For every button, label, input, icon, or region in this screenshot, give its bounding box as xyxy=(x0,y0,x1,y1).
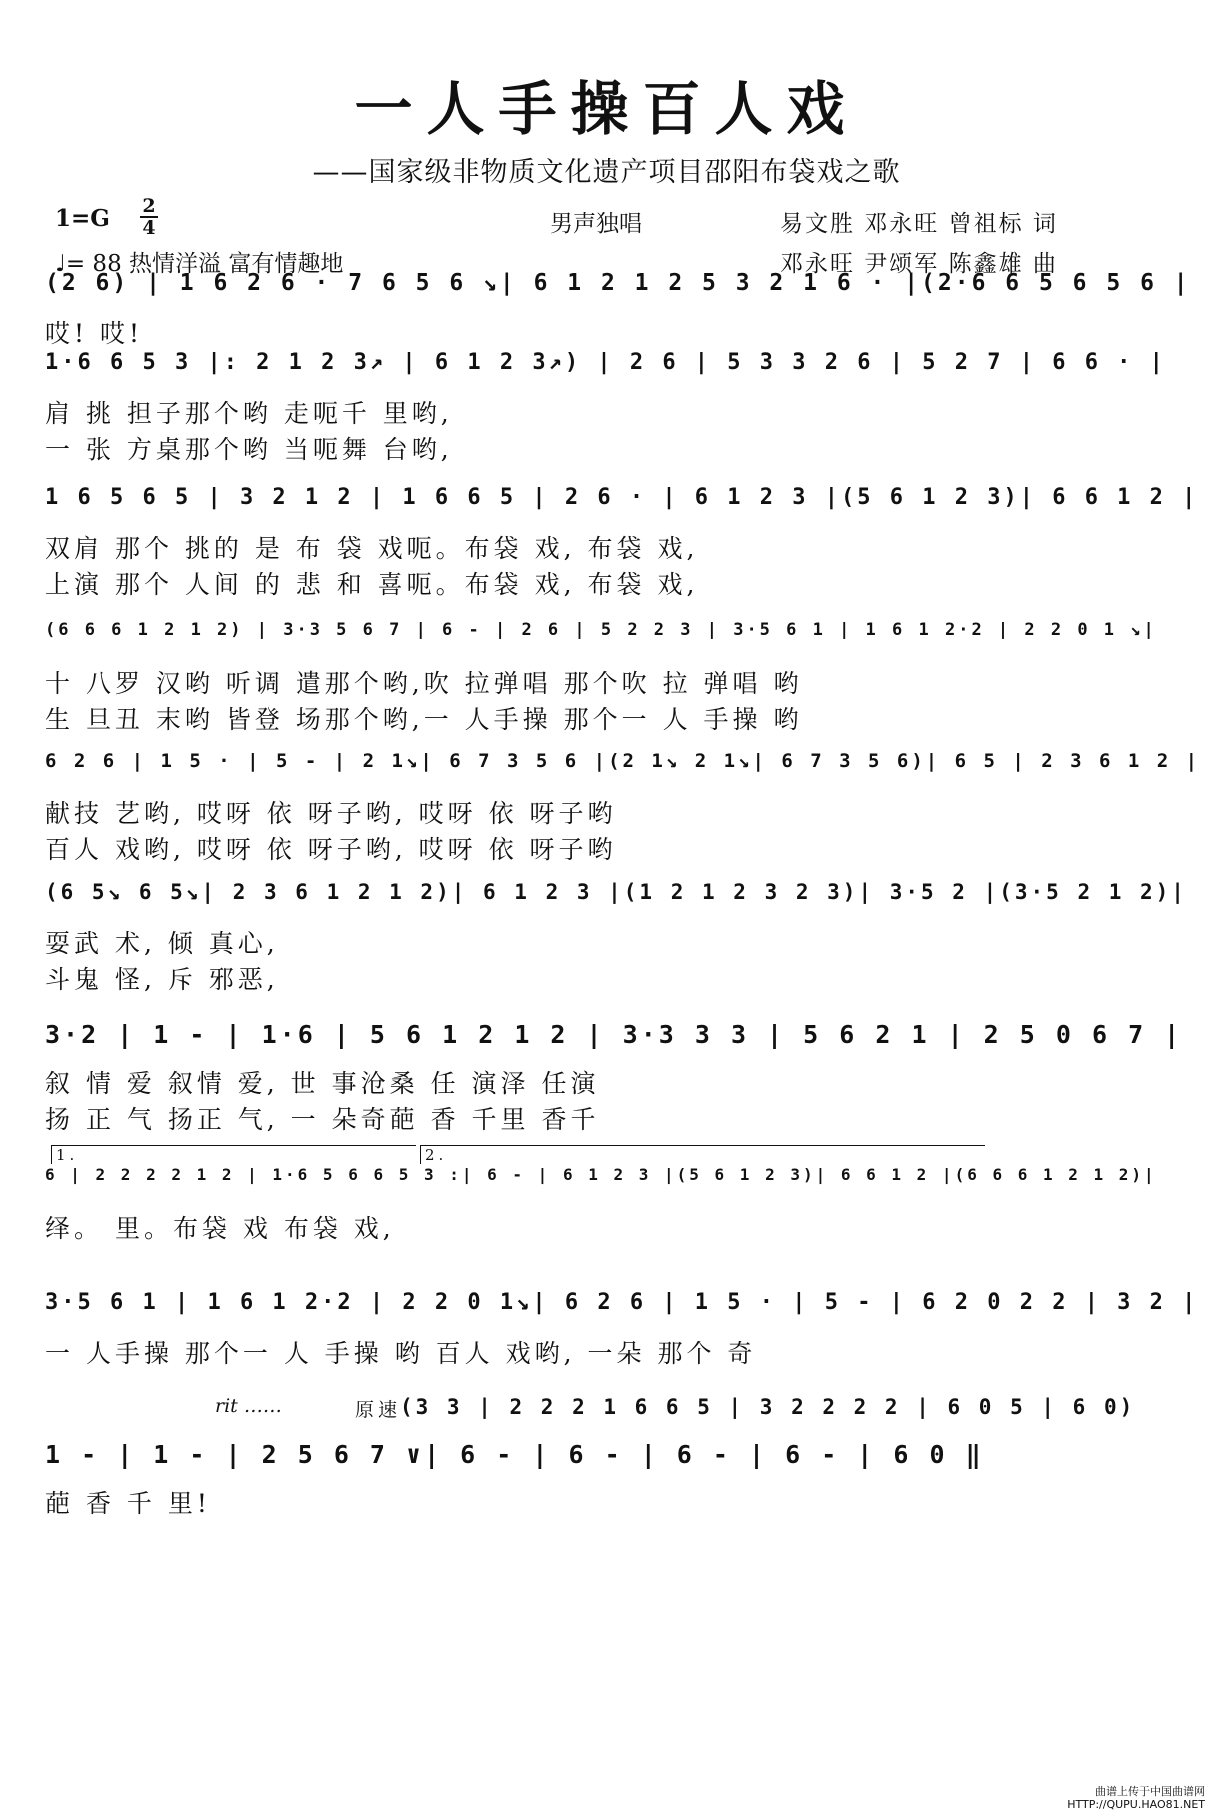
lyric-line: 斗鬼 怪, 斥 邪恶, xyxy=(45,965,279,994)
notation-line: 3·2 | 1 - | 1·6 | 5 6 1 2 1 2 | 3·3 3 3 | 5 6 2 1 | 2 5 0 6 7 | xyxy=(45,1020,1183,1049)
ritardando-marking: rit …… xyxy=(215,1395,282,1417)
lyric-line: 百人 戏哟, 哎呀 依 呀子哟, 哎呀 依 呀子哟 xyxy=(45,835,617,864)
lyricist-credit: 易文胜 邓永旺 曾祖标 词 xyxy=(780,211,1058,237)
lyric-line: 上演 那个 人间 的 悲 和 喜呃。布袋 戏, 布袋 戏, xyxy=(45,570,699,599)
time-signature-top: 2 xyxy=(142,195,156,217)
notation-line: 1 6 5 6 5 | 3 2 1 2 | 1 6 6 5 | 2 6 · | 6 1 2 3 |(5 6 1 2 3)| 6 6 1 2 | xyxy=(45,485,1199,510)
song-subtitle: ——国家级非物质文化遗产项目邵阳布袋戏之歌 xyxy=(312,157,901,188)
lyric-line: 葩 香 千 里! xyxy=(45,1489,211,1518)
song-title: 一人手操百人戏 xyxy=(354,75,859,143)
notation-line: (6 5↘ 6 5↘| 2 3 6 1 2 1 2)| 6 1 2 3 |(1 2 1 2 3 2 3)| 3·5 2 |(3·5 2 1 2)| xyxy=(45,880,1187,904)
footer-watermark xyxy=(1067,1785,1205,1811)
time-signature-bottom: 4 xyxy=(142,217,156,239)
notation-line: 6 2 6 | 1 5 · | 5 - | 2 1↘| 6 7 3 5 6 |(2 1↘ 2 1↘| 6 7 3 5 6)| 6 5 | 2 3 6 1 2 | xyxy=(45,750,1201,772)
lyric-line: 扬 正 气 扬正 气, 一 朵奇葩 香 千里 香千 xyxy=(45,1105,600,1134)
footer-line-2: HTTP://QUPU.HAO81.NET xyxy=(1067,1798,1205,1811)
volta-first-ending: 1. xyxy=(51,1145,416,1164)
lyric-line: 一 张 方桌那个哟 当呃舞 台哟, xyxy=(45,435,453,464)
lyric-line: 绎。 里。布袋 戏 布袋 戏, xyxy=(45,1214,395,1243)
lyric-line: 叙 情 爱 叙情 爱, 世 事沧桑 任 演泽 任演 xyxy=(45,1069,600,1098)
volta-second-ending: 2. xyxy=(420,1145,985,1164)
voice-type: 男声独唱 xyxy=(550,211,642,237)
lyric-line: 肩 挑 担子那个哟 走呃千 里哟, xyxy=(45,399,453,428)
notation-line: 1·6 6 5 3 |: 2 1 2 3↗ | 6 1 2 3↗) | 2 6 | 5 3 3 2 6 | 5 2 7 | 6 6 · | xyxy=(45,350,1166,375)
lyric-line: 生 旦丑 末哟 皆登 场那个哟,一 人手操 那个一 人 手操 哟 xyxy=(45,705,803,734)
footer-line-1: 曲谱上传于中国曲谱网 xyxy=(1095,1785,1205,1798)
composer-credit: 邓永旺 尹颂军 陈鑫雄 曲 xyxy=(780,251,1058,277)
notation-line: 1 - | 1 - | 2 5 6 7 ∨| 6 - | 6 - | 6 - | 6 - | 6 0 ‖ xyxy=(45,1440,984,1469)
lyric-line: 耍武 术, 倾 真心, xyxy=(45,929,279,958)
a-tempo-marking: 原速 xyxy=(355,1399,402,1421)
notation-line: (2 6) | 1 6 2 6 · 7 6 5 6 ↘| 6 1 2 1 2 5 3 2 1 6 · |(2·6 6 5 6 5 6 | xyxy=(45,270,1191,296)
notation-line: 3·5 6 1 | 1 6 1 2·2 | 2 2 0 1↘| 6 2 6 | 1 5 · | 5 - | 6 2 0 2 2 | 3 2 | xyxy=(45,1290,1199,1315)
tempo-marking: ♩= 88 热情洋溢 富有情趣地 xyxy=(55,251,344,277)
key-signature: 1=G xyxy=(55,205,110,232)
notation-line: (6 6 6 1 2 1 2) | 3·3 5 6 7 | 6 - | 2 6 | 5 2 2 3 | 3·5 6 1 | 1 6 1 2·2 | 2 2 0 1 ↘| xyxy=(45,620,1157,640)
lyric-line: 一 人手操 那个一 人 手操 哟 百人 戏哟, 一朵 那个 奇 xyxy=(45,1339,757,1368)
notation-line: 6 | 2 2 2 2 1 2 | 1·6 5 6 6 5 3 :| 6 - | 6 1 2 3 |(5 6 1 2 3)| 6 6 1 2 |(6 6 6 1 2 1 2)| xyxy=(45,1165,1157,1184)
lyric-line: 献技 艺哟, 哎呀 依 呀子哟, 哎呀 依 呀子哟 xyxy=(45,799,617,828)
lyric-line: 十 八罗 汉哟 听调 遣那个哟,吹 拉弹唱 那个吹 拉 弹唱 哟 xyxy=(45,669,803,698)
lyric-line: 哎! 哎! xyxy=(45,319,144,348)
upper-notation-line: (3 3 | 2 2 2 1 6 6 5 | 3 2 2 2 2 | 6 0 5 | 6 0) xyxy=(400,1395,1136,1419)
time-signature xyxy=(138,196,160,238)
lyric-line: 双肩 那个 挑的 是 布 袋 戏呃。布袋 戏, 布袋 戏, xyxy=(45,534,699,563)
